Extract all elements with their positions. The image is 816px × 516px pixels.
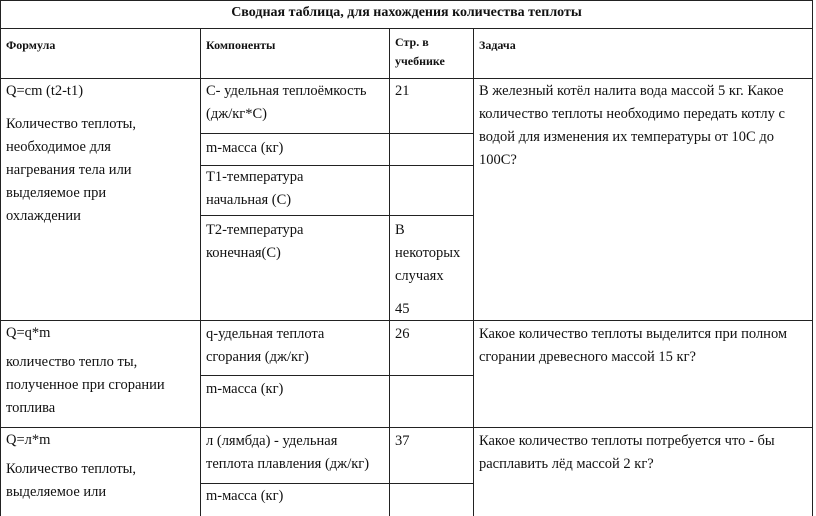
row1-component-4: T2-температура конечная(С)	[206, 222, 304, 261]
header-page-line1: Стр. в	[395, 35, 429, 49]
row3-page-1: 37	[395, 433, 410, 449]
header-formula: Формула	[6, 38, 56, 52]
row1-task: В железный котёл налита вода массой 5 кг. Какое количество теплоты необходимо передать котлу с водой для изменения их температуры от 10С до 100С?	[479, 83, 785, 168]
row3-formula: Q=л*m	[6, 432, 51, 448]
row2-formula-cell	[6, 322, 196, 420]
header-components: Компоненты	[206, 38, 276, 52]
row1-component-3: T1-температура начальная (С)	[206, 169, 304, 208]
row1-component-2: m-масса (кг)	[206, 140, 284, 156]
header-page	[395, 33, 471, 71]
row1-page-extra: 45	[395, 301, 410, 317]
row2-description: количество тепло ты, полученное при сгорании топлива	[6, 354, 165, 416]
row1-formula: Q=cm (t2-t1)	[6, 83, 84, 99]
row1-component-1: C- удельная теплоёмкость (дж/кг*С)	[206, 83, 367, 122]
row1-page-note: В некоторых случаях	[395, 222, 461, 284]
row1-page-4	[395, 219, 471, 321]
header-task: Задача	[479, 38, 516, 52]
row3-formula-cell	[6, 429, 196, 504]
row2-component-2: m-масса (кг)	[206, 381, 284, 397]
row1-page-1: 21	[395, 83, 410, 99]
row2-formula: Q=q*m	[6, 325, 51, 341]
row1-description: Количество теплоты, необходимое для нагревания тела или выделяемое при охлаждении	[6, 116, 137, 224]
row3-task: Какое количество теплоты потребуется что - бы расплавить лёд массой 2 кг?	[479, 433, 775, 472]
row2-task: Какое количество теплоты выделится при полном сгорании древесного массой 15 кг?	[479, 326, 788, 365]
row3-description: Количество теплоты, выделяемое или	[6, 461, 137, 500]
table-title: Сводная таблица, для нахождения количества теплоты	[231, 5, 582, 20]
row2-component-1: q-удельная теплота сгорания (дж/кг)	[206, 326, 325, 365]
row3-component-2: m-масса (кг)	[206, 488, 284, 504]
row2-page-1: 26	[395, 326, 410, 342]
row3-component-1: л (лямбда) - удельная теплота плавления (дж/кг)	[206, 433, 370, 472]
header-page-line2: учебнике	[395, 54, 445, 68]
row1-formula-cell	[6, 80, 196, 228]
